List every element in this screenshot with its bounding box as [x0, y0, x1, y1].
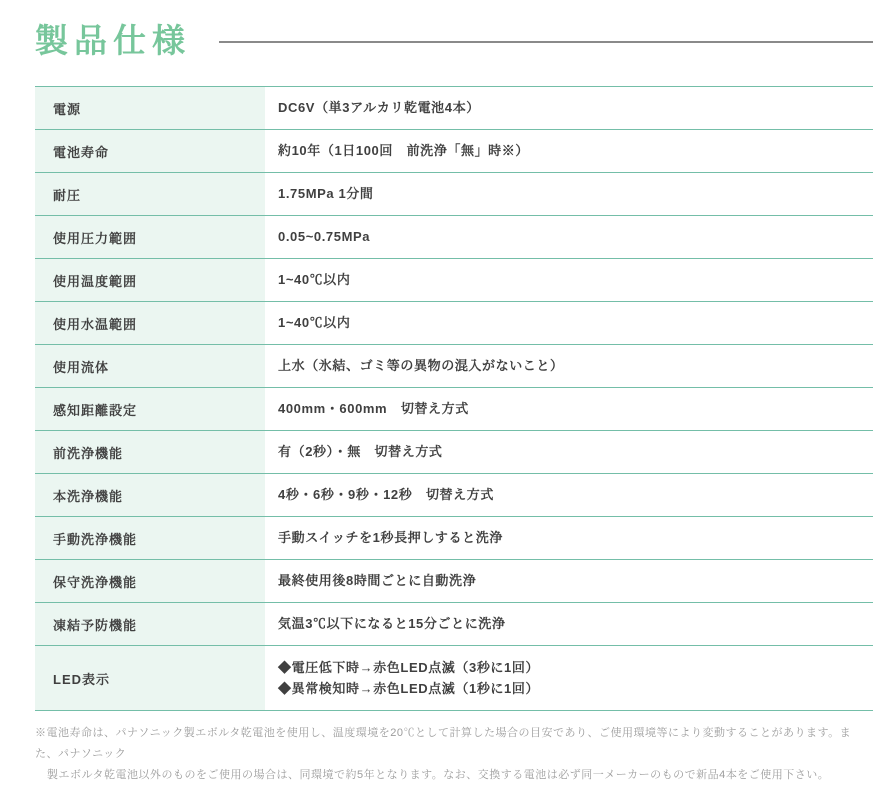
spec-row-label: 耐圧	[35, 173, 265, 215]
header-rule	[219, 41, 873, 43]
spec-row-label: 使用温度範囲	[35, 259, 265, 301]
spec-row-value	[265, 603, 873, 645]
footnote-line-2: 製エボルタ乾電池以外のものをご使用の場合は、同環境で約5年となります。なお、交換する電池は必ず同一メーカーのもので新品4本をご使用下さい。	[47, 769, 830, 781]
table-row	[35, 345, 873, 388]
spec-value-line: 1~40℃以内	[278, 272, 351, 288]
spec-value-line: 1.75MPa 1分間	[278, 186, 374, 202]
table-row	[35, 646, 873, 711]
spec-value-line: 有（2秒）・無 切替え方式	[278, 444, 443, 460]
spec-row-label: 本洗浄機能	[35, 474, 265, 516]
spec-row-label: 保守洗浄機能	[35, 560, 265, 602]
spec-value-line: 400mm・600mm 切替え方式	[278, 401, 469, 417]
footnote	[35, 723, 873, 786]
spec-row-label: 手動洗浄機能	[35, 517, 265, 559]
page-title: 製品仕様	[35, 22, 191, 60]
spec-value-line: DC6V（単3アルカリ乾電池4本）	[278, 100, 480, 116]
table-row	[35, 517, 873, 560]
spec-row-value	[265, 474, 873, 516]
spec-row-value	[265, 130, 873, 172]
spec-value-line: 上水（氷結、ゴミ等の異物の混入がないこと）	[278, 358, 564, 374]
table-row	[35, 87, 873, 130]
spec-value-line: 1~40℃以内	[278, 315, 351, 331]
table-row	[35, 603, 873, 646]
spec-row-value	[265, 560, 873, 602]
spec-value-line: 最終使用後8時間ごとに自動洗浄	[278, 573, 477, 589]
section-header	[35, 20, 873, 62]
spec-row-value	[265, 173, 873, 215]
spec-row-label: 使用圧力範囲	[35, 216, 265, 258]
table-row	[35, 474, 873, 517]
spec-row-label: 感知距離設定	[35, 388, 265, 430]
spec-value-line: 約10年（1日100回 前洗浄「無」時※）	[278, 143, 529, 159]
table-row	[35, 130, 873, 173]
spec-row-value	[265, 259, 873, 301]
spec-row-value	[265, 517, 873, 559]
footnote-line-1: ※電池寿命は、パナソニック製エボルタ乾電池を使用し、温度環境を20℃として計算した場合の目安であり、ご使用環境等により変動することがあります。また、パナソニック	[35, 727, 852, 760]
spec-row-value	[265, 431, 873, 473]
table-row	[35, 173, 873, 216]
table-row	[35, 431, 873, 474]
spec-value-line: 気温3℃以下になると15分ごとに洗浄	[278, 616, 506, 632]
spec-row-label: LED表示	[35, 646, 265, 710]
spec-value-line: 4秒・6秒・9秒・12秒 切替え方式	[278, 487, 494, 503]
table-row	[35, 388, 873, 431]
spec-row-value	[265, 302, 873, 344]
spec-row-label: 電池寿命	[35, 130, 265, 172]
spec-row-label: 前洗浄機能	[35, 431, 265, 473]
table-row	[35, 302, 873, 345]
spec-value-line: 手動スイッチを1秒長押しすると洗浄	[278, 530, 503, 546]
spec-value-line: ◆異常検知時→赤色LED点滅（1秒に1回）	[278, 681, 540, 696]
spec-row-value	[265, 388, 873, 430]
spec-value-line: ◆電圧低下時→赤色LED点滅（3秒に1回）	[278, 659, 540, 675]
spec-table	[35, 86, 873, 711]
spec-row-label: 凍結予防機能	[35, 603, 265, 645]
table-row	[35, 560, 873, 603]
spec-row-label: 使用流体	[35, 345, 265, 387]
table-row	[35, 216, 873, 259]
spec-row-label: 電源	[35, 87, 265, 129]
spec-row-value	[265, 87, 873, 129]
spec-row-value	[265, 646, 873, 710]
spec-row-label: 使用水温範囲	[35, 302, 265, 344]
spec-row-value	[265, 216, 873, 258]
spec-value-line: 0.05~0.75MPa	[278, 229, 371, 245]
spec-row-value	[265, 345, 873, 387]
table-row	[35, 259, 873, 302]
